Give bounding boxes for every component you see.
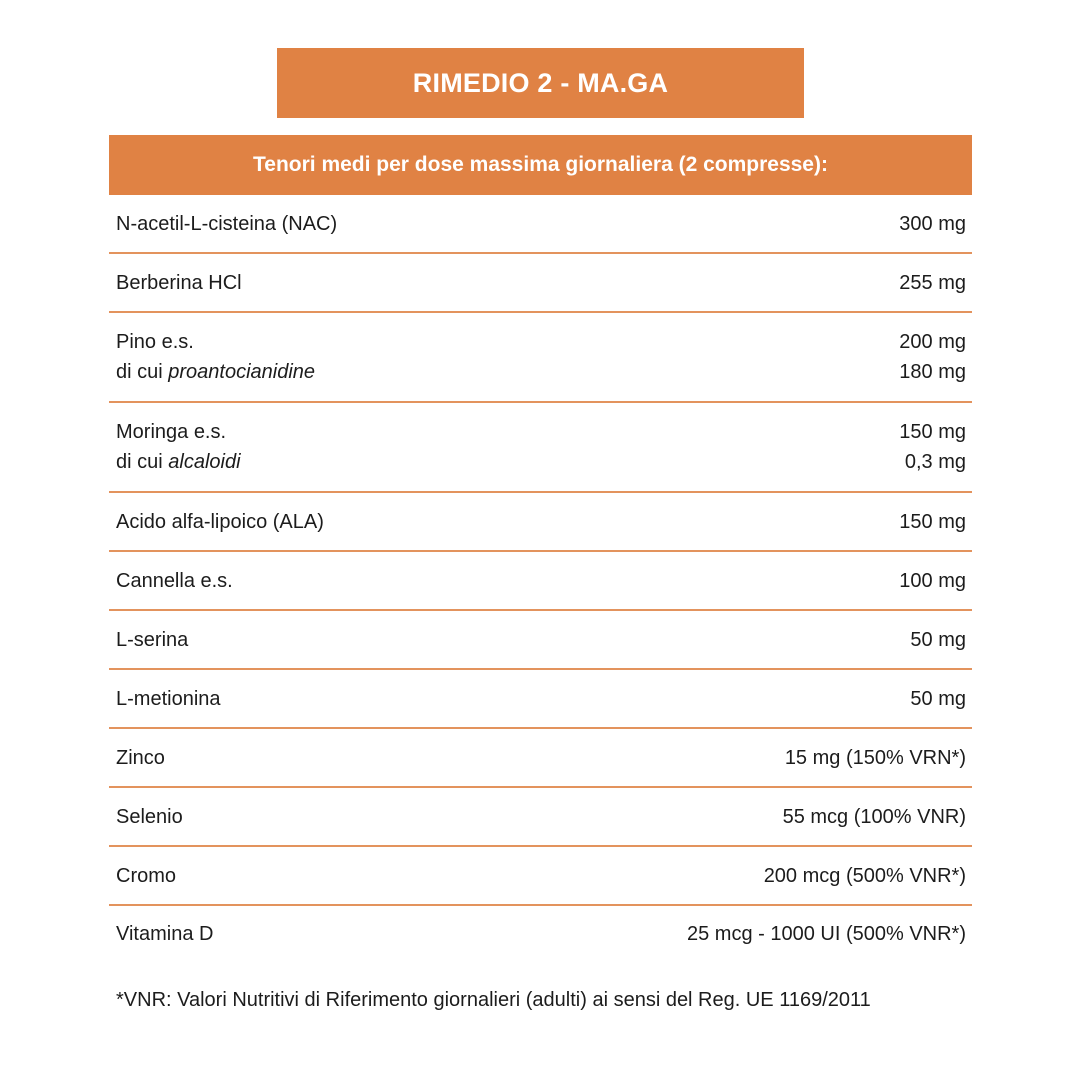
- table-row: [109, 313, 972, 403]
- ingredient-value: 255 mg: [899, 271, 966, 294]
- table-row: [109, 552, 972, 611]
- ingredient-name: Vitamina D: [116, 922, 214, 945]
- ingredient-name: Cannella e.s.: [116, 569, 233, 592]
- table-row: [109, 493, 972, 552]
- table-row: [109, 729, 972, 788]
- ingredient-value: 200 mcg (500% VNR*): [763, 864, 966, 887]
- table-row: [109, 403, 972, 493]
- ingredient-name: N-acetil-L-cisteina (NAC): [116, 212, 338, 235]
- table-row: [109, 906, 972, 961]
- ingredient-name: Cromo: [116, 864, 177, 887]
- ingredient-name: L-serina: [116, 628, 189, 651]
- ingredient-value: 50 mg: [910, 628, 966, 651]
- ingredient-value: 200 mg: [899, 331, 966, 353]
- ingredients-table: [109, 195, 972, 961]
- ingredient-name: Acido alfa-lipoico (ALA): [116, 510, 324, 533]
- ingredient-sub-line: [116, 357, 315, 387]
- sub-prefix: di cui: [116, 361, 169, 383]
- sub-ingredient-name: proantocianidine: [168, 361, 316, 383]
- product-title: RIMEDIO 2 - MA.GA: [277, 48, 804, 118]
- table-row: [109, 195, 972, 254]
- ingredient-value: 150 mg: [899, 421, 966, 443]
- ingredient-value: 100 mg: [899, 569, 966, 592]
- ingredient-value: 55 mcg (100% VNR): [782, 805, 966, 828]
- ingredient-name: Berberina HCl: [116, 271, 242, 294]
- ingredient-name: Moringa e.s.: [116, 421, 227, 443]
- table-row: [109, 254, 972, 313]
- table-row: [109, 847, 972, 906]
- table-row: [109, 788, 972, 847]
- ingredient-sub-line: [116, 447, 241, 477]
- sub-ingredient-value: 180 mg: [899, 361, 966, 383]
- ingredient-value: 25 mcg - 1000 UI (500% VNR*): [686, 922, 966, 945]
- ingredient-value: 150 mg: [899, 510, 966, 533]
- sub-ingredient-value: 0,3 mg: [904, 451, 966, 473]
- ingredient-value: 15 mg (150% VRN*): [784, 746, 966, 769]
- ingredient-name: Pino e.s.: [116, 331, 194, 353]
- ingredient-value: 50 mg: [910, 687, 966, 710]
- ingredient-name: L-metionina: [116, 687, 221, 710]
- ingredient-name: Selenio: [116, 805, 183, 828]
- table-header: Tenori medi per dose massima giornaliera (2 compresse):: [109, 135, 972, 195]
- ingredient-name: Zinco: [116, 746, 165, 769]
- sub-ingredient-name: alcaloidi: [168, 451, 241, 473]
- table-row: [109, 670, 972, 729]
- table-row: [109, 611, 972, 670]
- ingredient-value: 300 mg: [899, 212, 966, 235]
- sub-prefix: di cui: [116, 451, 169, 473]
- footnote: *VNR: Valori Nutritivi di Riferimento giornalieri (adulti) ai sensi del Reg. UE 1169/2011: [116, 989, 871, 1011]
